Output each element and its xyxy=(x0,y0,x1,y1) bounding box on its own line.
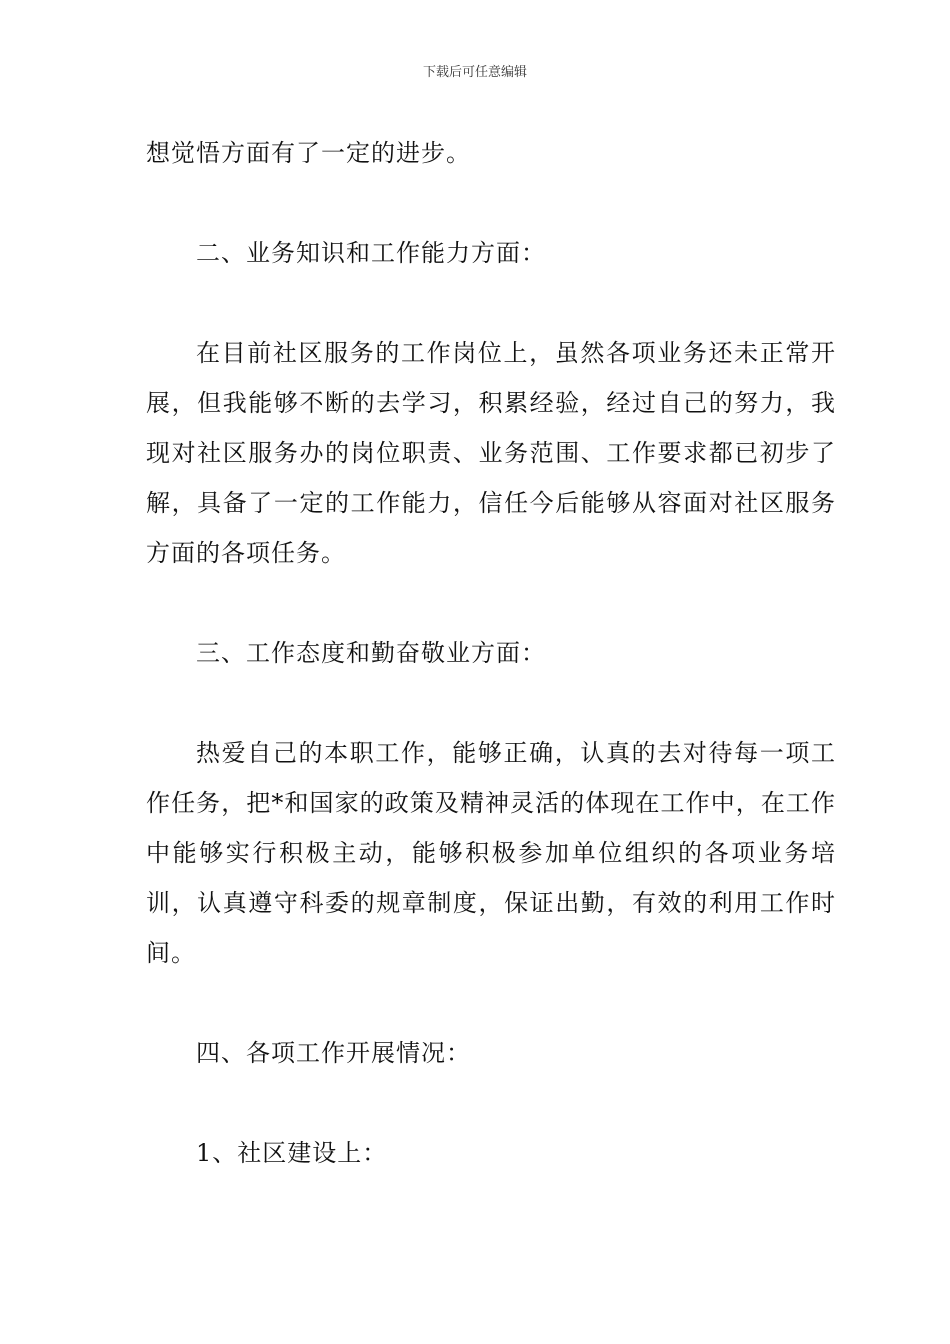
paragraph-gap xyxy=(146,1078,836,1128)
paragraph-gap xyxy=(146,178,836,228)
paragraph-continuation: 想觉悟方面有了一定的进步。 xyxy=(146,139,471,167)
section-heading-work-progress: 四、各项工作开展情况： xyxy=(196,1039,471,1067)
paragraph-gap xyxy=(146,978,836,1028)
paragraph-gap xyxy=(146,278,836,328)
page-header-note: 下载后可任意编辑 xyxy=(422,65,527,80)
paragraph-business-knowledge: 在目前社区服务的工作岗位上，虽然各项业务还未正常开展，但我能够不断的去学习，积累经验，经过自己的努力，我现对社区服务办的岗位职责、业务范围、工作要求都已初步了解，具备了一定的工作能力，信任今后能够从容面对社区服务方面的各项任务。 xyxy=(146,339,836,567)
paragraph-gap xyxy=(146,678,836,728)
paragraph-work-attitude: 热爱自己的本职工作，能够正确，认真的去对待每一项工作任务，把*和国家的政策及精神灵活的体现在工作中，在工作中能够实行积极主动，能够积极参加单位组织的各项业务培训，认真遵守科委的规章制度，保证出勤，有效的利用工作时间。 xyxy=(146,739,836,967)
paragraph-gap xyxy=(146,578,836,628)
section-heading-business-knowledge: 二、业务知识和工作能力方面： xyxy=(196,239,546,267)
document-body xyxy=(146,128,836,1178)
section-heading-work-attitude: 三、工作态度和勤奋敬业方面： xyxy=(196,639,546,667)
subheading-community-building: 1、社区建设上： xyxy=(196,1139,388,1167)
